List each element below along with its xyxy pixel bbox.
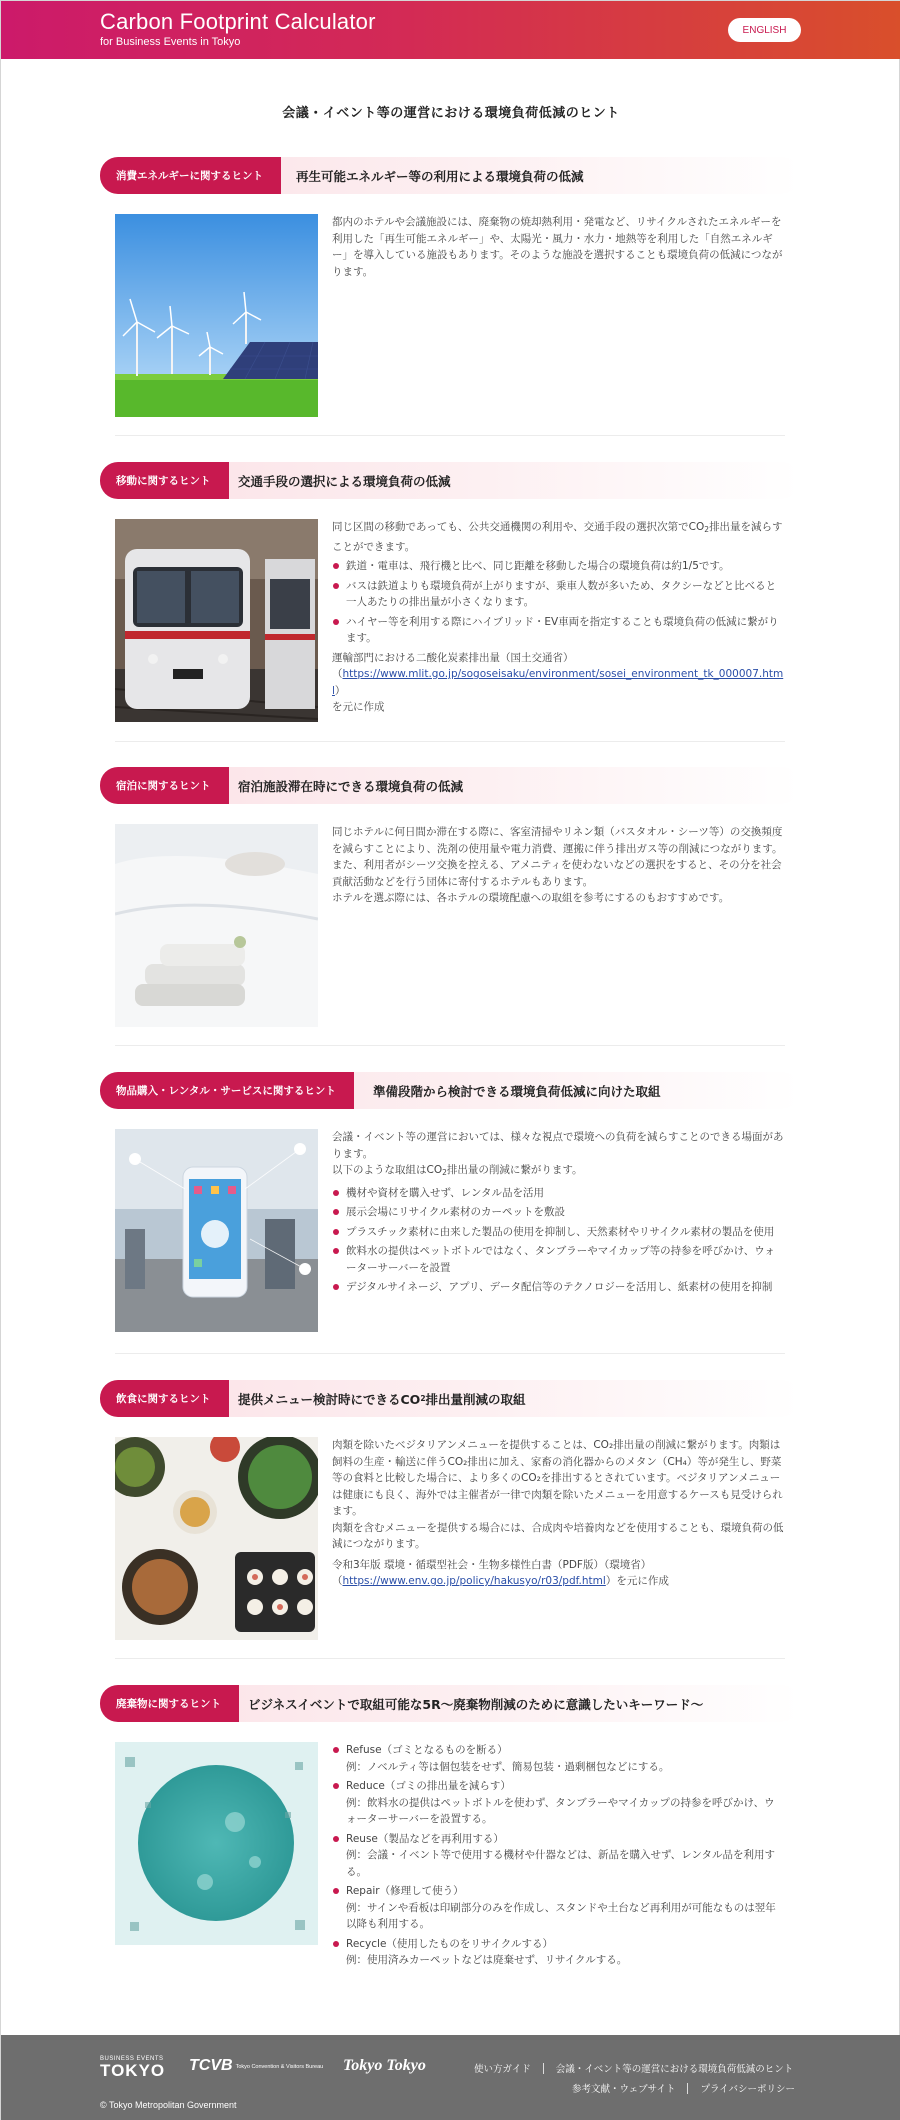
section-text	[332, 1742, 784, 1972]
section-title: 交通手段の選択による環境負荷の低減	[238, 473, 451, 489]
section-title: 提供メニュー検討時にできるCO 2 排出量削減の取組	[238, 1391, 526, 1407]
site-header	[1, 1, 900, 59]
vegetarian-food-photo	[115, 1437, 318, 1640]
list-item: Reuse（製品などを再利用する） 例：会議・イベント等で使用する機材や什器などは、新品を購入せず、レンタル品を利用する。	[332, 1831, 784, 1881]
section-tag: 廃棄物に関するヒント	[100, 1685, 239, 1722]
source-note: 運輸部門における二酸化炭素排出量（国土交通省） （https://www.mlit.go.jp/sogoseisaku/environment/sosei_environment_tk_000007.html） を元に作成	[332, 651, 784, 713]
footer-link-hints[interactable]: 会議・イベント等の運営における環境負荷低減のヒント	[555, 2064, 794, 2075]
paragraph: 同じホテルに何日間か滞在する際に、客室清掃やリネン類（バスタオル・シーツ等）の交換頻度を減らすことにより、洗剤の使用量や電力消費、運搬に伴う排出ガス等の削減につながります。	[332, 826, 783, 855]
footer-nav	[474, 2058, 814, 2098]
wind-solar-photo	[115, 214, 318, 417]
section-accommodation	[100, 767, 800, 1029]
source-note: 令和3年版 環境・循環型社会・生物多様性白書（PDF版）（環境省） （https://www.env.go.jp/policy/hakusyo/r03/pdf.html）を元に作成	[332, 1558, 669, 1587]
list-item: ハイヤー等を利用する際にハイブリッド・EV車両を指定することも環境負荷の低減に繋がります。	[332, 614, 784, 647]
footer-separator	[543, 2063, 544, 2074]
section-header	[100, 767, 800, 804]
section-header	[100, 1072, 800, 1109]
site-footer	[1, 2035, 900, 2120]
list-item: Recycle（使用したものをリサイクルする） 例：使用済みカーペットなどは廃棄せず、リサイクルする。	[332, 1936, 784, 1969]
footer-link-references[interactable]: 参考文献・ウェブサイト	[572, 2084, 676, 2095]
section-energy	[100, 157, 800, 419]
section-tag: 宿泊に関するヒント	[100, 767, 229, 804]
list-item: バスは鉄道よりも環境負荷が上がりますが、乗車人数が多いため、タクシーなどと比べると一人あたりの排出量が小さくなります。	[332, 578, 784, 611]
paragraph: 都内のホテルや会議施設には、廃棄物の焼却熱利用・発電など、リサイクルされたエネルギーを利用した「再生可能エネルギー」や、太陽光・風力・水力・地熱等を利用した「自然エネルギー」を導入している施設もあります。そのような施設を選択することも環境負荷の低減につながります。	[332, 216, 783, 278]
section-text	[332, 1437, 784, 1590]
section-header	[100, 462, 800, 499]
section-transport	[100, 462, 800, 724]
towels-photo	[115, 824, 318, 1027]
section-tag: 消費エネルギーに関するヒント	[100, 157, 281, 194]
bullet-list	[332, 1185, 784, 1296]
list-item: Reduce（ゴミの排出量を減らす） 例：飲料水の提供はペットボトルを使わず、タンブラーやマイカップの持参を呼びかけ、ウォーターサーバーを設置する。	[332, 1778, 784, 1828]
section-text	[332, 214, 784, 280]
section-header	[100, 1380, 800, 1417]
tcvb-logo[interactable]: TCVB Tokyo Convention & Visitors Bureau	[189, 2057, 324, 2074]
section-divider	[115, 1658, 785, 1659]
section-divider	[115, 435, 785, 436]
eco-globe-photo	[115, 1742, 318, 1945]
section-tag: 移動に関するヒント	[100, 462, 229, 499]
list-item: 飲料水の提供はペットボトルではなく、タンブラーやマイカップ等の持参を呼びかけ、ウォーターサーバーを設置	[332, 1243, 784, 1276]
copyright: © Tokyo Metropolitan Government	[100, 2100, 237, 2110]
footer-link-guide[interactable]: 使い方ガイド	[474, 2064, 531, 2075]
list-item: Refuse（ゴミとなるものを断る） 例：ノベルティ等は個包装をせず、簡易包装・過剰梱包などにする。	[332, 1742, 784, 1775]
footer-link-privacy[interactable]: プライバシーポリシー	[700, 2084, 795, 2095]
section-goods	[100, 1072, 800, 1334]
section-divider	[115, 1045, 785, 1046]
list-item: プラスチック素材に由来した製品の使用を抑制し、天然素材やリサイクル素材の製品を使用	[332, 1224, 784, 1241]
app-title[interactable]: Carbon Footprint Calculator	[100, 9, 376, 34]
paragraph: また、利用者がシーツ交換を控える、アメニティを使わないなどの選択をすると、その分を社会貢献活動などを行う団体に寄付するホテルもあります。	[332, 859, 782, 888]
language-toggle-button[interactable]: ENGLISH	[728, 18, 801, 42]
section-text	[332, 1129, 784, 1299]
paragraph: 会議・イベント等の運営においては、様々な視点で環境への負荷を減らすことのできる場面があります。	[332, 1131, 784, 1160]
paragraph: ホテルを選ぶ際には、各ホテルの環境配慮への取組を参考にするのもおすすめです。	[332, 892, 730, 904]
section-text	[332, 824, 784, 907]
paragraph: 以下のような取組は$CO_2$排出量の削減に繋がります。	[332, 1164, 583, 1177]
tokyo-tokyo-logo[interactable]: Tokyo Tokyo	[343, 2057, 426, 2074]
section-header	[100, 157, 800, 194]
page-title: 会議・イベント等の運営における環境負荷低減のヒント	[282, 106, 620, 121]
section-waste	[100, 1685, 800, 1966]
section-title: 準備段階から検討できる環境負荷低減に向けた取組	[373, 1083, 661, 1099]
five-r-list	[332, 1742, 784, 1969]
paragraph: 同じ区間の移動であっても、公共交通機関の利用や、交通手段の選択次第で$CO_2$排出量を減らすことができます。	[332, 521, 783, 553]
section-divider	[115, 1353, 785, 1354]
app-subtitle: for Business Events in Tokyo	[100, 36, 241, 48]
source-link[interactable]: https://www.mlit.go.jp/sogoseisaku/environment/sosei_environment_tk_000007.html	[332, 668, 784, 697]
section-food	[100, 1380, 800, 1642]
section-title: 再生可能エネルギー等の利用による環境負荷の低減	[296, 168, 584, 184]
bullet-list	[332, 558, 784, 647]
smartphone-photo	[115, 1129, 318, 1332]
list-item: デジタルサイネージ、アプリ、データ配信等のテクノロジーを活用し、紙素材の使用を抑制	[332, 1279, 784, 1296]
footer-separator	[687, 2083, 688, 2094]
section-tag: 飲食に関するヒント	[100, 1380, 229, 1417]
train-photo	[115, 519, 318, 722]
list-item: 展示会場にリサイクル素材のカーペットを敷設	[332, 1204, 784, 1221]
source-link[interactable]: https://www.env.go.jp/policy/hakusyo/r03/pdf.html	[342, 1575, 606, 1587]
section-title: 宿泊施設滞在時にできる環境負荷の低減	[238, 778, 464, 794]
list-item: Repair（修理して使う） 例：サインや看板は印刷部分のみを作成し、スタンドや土台など再利用が可能なものは翌年以降も利用する。	[332, 1883, 784, 1933]
list-item: 鉄道・電車は、飛行機と比べ、同じ距離を移動した場合の環境負荷は約1/5です。	[332, 558, 784, 575]
business-events-tokyo-logo[interactable]: BUSINESS EVENTS TOKYO	[100, 2056, 166, 2080]
section-title: ビジネスイベントで取組可能な5R～廃棄物削減のために意識したいキーワード～	[248, 1696, 704, 1712]
section-header	[100, 1685, 800, 1722]
section-divider	[115, 741, 785, 742]
paragraph: 肉類を除いたベジタリアンメニューを提供することは、CO₂排出量の削減に繋がります。肉類は飼料の生産・輸送に伴うCO₂排出に加え、家畜の消化器からのメタン（CH₄）等が発生し、野菜等の食料と比較した場合に、より多くのCO₂を排出するとされています。ベジタリアンメニューは健康にも良く、海外では主催者が一律で肉類を除いたメニューを用意するケースも見受けられます。	[332, 1439, 783, 1517]
section-text	[332, 519, 784, 716]
paragraph: 肉類を含むメニューを提供する場合には、合成肉や培養肉などを使用することも、環境負荷の低減につながります。	[332, 1521, 784, 1550]
section-tag: 物品購入・レンタル・サービスに関するヒント	[100, 1072, 354, 1109]
list-item: 機材や資材を購入せず、レンタル品を活用	[332, 1185, 784, 1202]
